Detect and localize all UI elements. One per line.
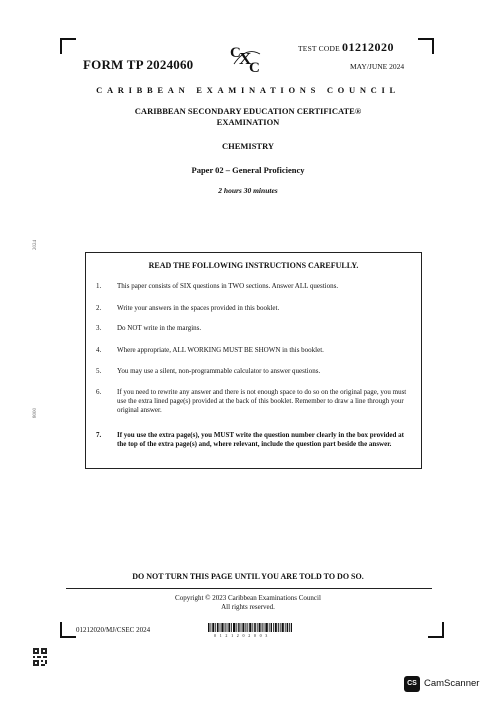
qr-code-icon <box>33 648 47 666</box>
instruction-text: Do NOT write in the margins. <box>117 324 202 332</box>
paper-title: Paper 02 – General Proficiency <box>191 165 305 175</box>
side-mark-middle: 8000 <box>33 408 38 418</box>
test-code <box>298 40 394 55</box>
certificate-title <box>0 106 496 128</box>
instruction-text: If you need to rewrite any answer and there is not enough space to do so on the original page, you must use the extra lined page(s) provided at the back of this booklet. Remember to draw a line through your original answer. <box>117 388 407 415</box>
corner-mark-bottom-left <box>60 622 76 638</box>
instruction-number: 4. <box>96 346 102 354</box>
instruction-number: 7. <box>96 431 102 439</box>
certificate-line-2: EXAMINATION <box>216 117 280 127</box>
barcode-number: 0121202003 <box>214 633 271 638</box>
exam-duration: 2 hours 30 minutes <box>218 186 278 195</box>
instruction-number: 6. <box>96 388 102 396</box>
camscanner-logo: CS <box>404 676 420 692</box>
camscanner-text: CamScanner <box>424 678 480 689</box>
test-code-label: TEST CODE <box>298 44 340 53</box>
certificate-line-1: CARIBBEAN SECONDARY EDUCATION CERTIFICATE® <box>134 106 362 116</box>
svg-text:C: C <box>230 45 241 61</box>
svg-text:C: C <box>249 60 260 74</box>
instructions-box <box>85 252 422 469</box>
instruction-text: Where appropriate, ALL WORKING MUST BE SHOWN in this booklet. <box>117 346 324 354</box>
instruction-text: If you use the extra page(s), you MUST write the question number clearly in the box provided at the top of the extra page(s) and, where relevant, include the question part beside the answer. <box>117 431 404 449</box>
copyright-notice <box>0 594 496 612</box>
instruction-text: This paper consists of SIX questions in TWO sections. Answer ALL questions. <box>117 282 339 290</box>
instruction-number: 1. <box>96 282 102 290</box>
instruction-number: 5. <box>96 367 102 375</box>
test-code-number: 01212020 <box>341 40 394 54</box>
barcode-icon <box>208 623 292 632</box>
instruction-number: 2. <box>96 304 102 312</box>
subject-title: CHEMISTRY <box>221 141 275 151</box>
instruction-text: You may use a silent, non-programmable calculator to answer questions. <box>117 367 321 375</box>
paper-code-footer: 01212020/MJ/CSEC 2024 <box>76 626 151 634</box>
instruction-text: Write your answers in the spaces provided in this booklet. <box>117 304 280 312</box>
side-mark-top: 2024 <box>33 240 38 250</box>
corner-mark-bottom-right <box>428 622 444 638</box>
corner-mark-top-left <box>60 38 76 54</box>
cxc-logo <box>228 42 264 74</box>
instruction-number: 3. <box>96 324 102 332</box>
do-not-turn-notice: DO NOT TURN THIS PAGE UNTIL YOU ARE TOLD TO DO SO. <box>132 572 364 581</box>
instructions-title: READ THE FOLLOWING INSTRUCTIONS CAREFULLY. <box>148 261 359 270</box>
copyright-divider <box>66 588 432 589</box>
svg-text:X: X <box>239 49 252 68</box>
copyright-line-2: All rights reserved. <box>221 603 275 611</box>
copyright-line-1: Copyright © 2023 Caribbean Examinations Council <box>175 594 321 602</box>
council-name: CARIBBEAN EXAMINATIONS COUNCIL <box>96 85 400 95</box>
corner-mark-top-right <box>418 38 434 54</box>
exam-session: MAY/JUNE 2024 <box>350 62 405 71</box>
form-code: FORM TP 2024060 <box>83 57 194 72</box>
